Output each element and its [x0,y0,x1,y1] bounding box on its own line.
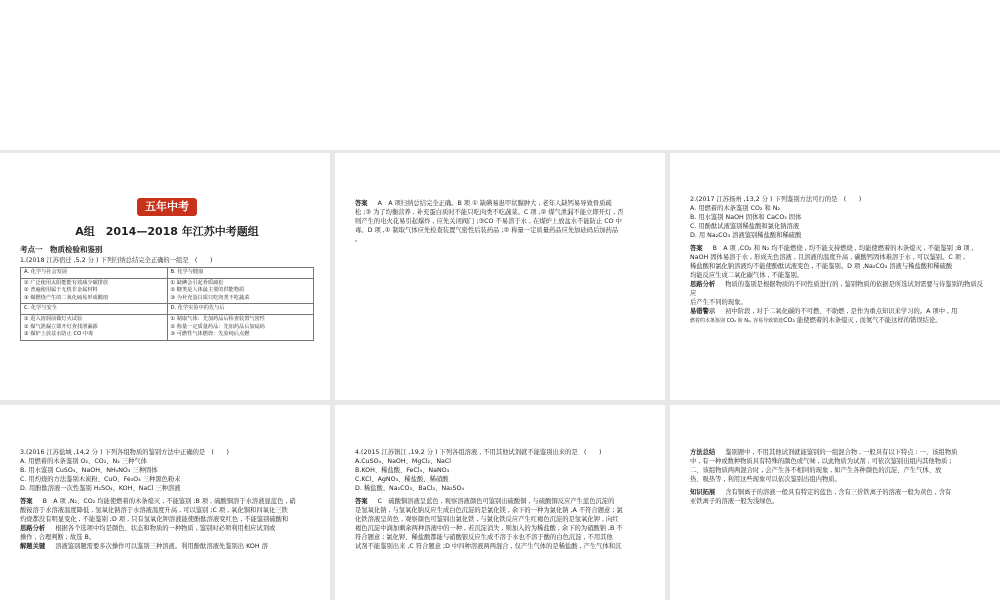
analysis-line: 后产生不同的现象。 [690,299,747,306]
top-blank-area [0,0,1000,150]
idea-line: 操作 , 合理判断 ; 故选 B。 [20,534,96,541]
trap-label: 易错警示 [690,308,716,315]
table-cell: B. 化学与健康 [167,268,314,279]
option-b: B.KOH、稀盐酸、FeCl₃、NaNO₃ [355,467,450,474]
analysis-line: 思路分析 物质的鉴别是根据物质的不同性质进行的 , 鉴别物质的依据是所选试剂需要与待鉴别的物质反应 [690,281,984,297]
five-year-exam-badge: 五年中考 [137,198,197,216]
option-a: A. 用燃着的木条鉴别 O₂、CO₂、N₂ 三种气体 [20,458,147,465]
table-cell: ① 进入溶洞前做灯火试验 ② 煤气泄漏立即开灯查找泄漏源 ③ 煤炉上放盆水防止 CO 中毒 [21,314,168,340]
method-label: 解题关键 [20,543,46,550]
answer-line: 化铁溶液呈黄色 , 观察颜色可鉴别出氯化铁 , 与氯化铁反应产生红褐色沉淀的是氢氧化钾 , 向红 [355,516,619,523]
page-thumbnail-6[interactable] [670,405,1000,600]
idea-label: 思路分析 [20,525,46,532]
option-c: C.KCl、AgNO₃、稀盐酸、稀硝酸 [355,476,449,483]
trap-line: 燃着的木条鉴别 CO₂ 和 N₂, 容易导致错选CO₂ 能使燃着的木条熄灭 , 而氮气不能这样的错误结论。 [690,317,942,324]
answer-line: 答案 C 硫酸铜溶液呈蓝色 , 观察溶液颜色可鉴别出硫酸铜 , 与硫酸铜反应产生蓝色沉淀的 [355,498,615,505]
answer-line: 答案 B A 项 ,CO₂ 和 N₂ 均不能燃烧 , 均不能支持燃烧 , 均能使燃着的木条熄灭 , 不能鉴别 ;B 项 , [690,245,974,252]
answer-line: 均能反应生成二氧化碳气体 , 不能鉴别。 [690,272,804,279]
question-3: 3.(2016 江苏盐城 ,14,2 分 ) 下列各组物质的鉴别方法中正确的是 ( ) [20,449,230,456]
answer-line: 褐色沉淀中滴加剩余两种溶液中的一种 , 若沉淀消失 , 则加入的为稀盐酸 , 余下的为硝酸钠 ,B 不 [355,525,623,532]
method-line: 解题关键 溶液鉴别题需要多次操作可以鉴别三种溶液。利用酚酞溶液先鉴别出 KOH 溶 [20,543,268,550]
analysis-label: 思路分析 [690,281,716,288]
answer-line: NaOH 固体易溶于水 , 形成无色溶液 , 且溶液的温度升高 , 碳酸钙固体难溶于水 , 可以鉴别。C 项 , [690,254,966,261]
page-thumbnail-4[interactable] [0,405,330,600]
answer-line: 稀盐酸和氯化钠溶液均不能使酚酞试液变色 , 不能鉴别。D 项 ,Na₂CO₃ 溶液与稀盐酸和稀硫酸 [690,263,953,270]
answer-line: 松 ;③ 为了均衡营养 , 补充蛋白质时不能只吃肉类不吃蔬菜。C 项 ,② 煤气泄漏不能立即开灯 , 否 [355,209,624,216]
answer-line: 灼烧都没有明显变化 , 不能鉴别 ;D 项 , 只有氢氧化钾溶液能使酚酞溶液变红色 , 不能鉴别硫酸和 [20,516,289,523]
summary-label: 方法总结 [690,449,716,456]
extension-label: 知识拓展 [690,489,716,496]
answer-line: 酸铵溶于水溶液温度降低 , 氢氧化钠溶于水溶液温度升高 , 可以鉴别 ;C 项 , 氧化铜和四氧化三铁 [20,507,288,514]
summary-line: 中 , 有一种或数种物质具有特殊的颜色或气味 , 以此物质为试剂 , 可依次鉴别出组内其他物质 ; [690,458,952,465]
option-d: D. 用 Na₂CO₃ 溶液鉴别稀盐酸和稀硫酸 [690,232,802,239]
extension-line: 知识拓展 含有铜离子的溶液一般具有特定的蓝色 , 含有三价铁离子的溶液一般为黄色 , 含有 [690,489,952,496]
page-thumbnail-3[interactable] [670,153,1000,400]
answer-line: 符合题意 ; 氯化钾、稀盐酸都能与硝酸银反应生成不溶于水也不溶于酸的白色沉淀 , 不用其他 [355,534,613,541]
table-cell: ① 缺碘会引起骨质疏松 ② 糖类是人体最主要的供能物质 ③ 为补充蛋白质只吃肉类不吃蔬菜 [167,278,314,304]
page-thumbnail-1[interactable] [0,153,330,400]
trap-line: 易错警示 初中阶段 , 对于二氧化碳的不可燃、不助燃 , 是作为重点知识来学习的。A 项中 , 用 [690,308,958,315]
table-cell: D. 化学实验中的先与后 [167,304,314,315]
option-c: C. 用灼烧的方法鉴别木炭粉、CuO、Fe₃O₄ 三种黑色粉末 [20,476,181,483]
answer-label: 答案 [355,498,368,505]
answer-label: 答案 [355,200,368,207]
answer-line: 则产生的电火花易引起爆炸 , 应先关闭阀门 ;③CO 不易溶于水 , 在煤炉上放盆水不能防止 CO 中 [355,218,622,225]
options-table [20,267,314,341]
answer-label: 答案 [20,498,33,505]
question-1: 1.(2018 江苏宿迁 ,5,2 分 ) 下列归纳总结完全正确的一组是 ( ) [20,257,213,264]
section-title: 考点一 物质检验和鉴别 [20,245,103,254]
summary-line: 热、吸热等 , 利用这些现象可以依次鉴别出组内物质。 [690,476,841,483]
summary-line: 方法总结 鉴别题中 , 不用其他试剂就能鉴别的一组混合物 , 一般具有以下特点 : 一、该组物质 [690,449,958,456]
answer-label: 答案 [690,245,703,252]
answer-line: 答案 B A 项 ,N₂、CO₂ 均能使燃着的木条熄灭 , 不能鉴别 ;B 项 , 硫酸铜溶于水溶液显蓝色 , 硝 [20,498,296,505]
answer-line: 答案 A A 项归纳总结完全正确。B 项 ① 缺碘易患甲状腺肿大 , 老年人缺钙易导致骨质疏 [355,200,612,207]
table-cell: C. 化学与安全 [21,304,168,315]
question-2: 2.(2017 江苏扬州 ,13,2 分 ) 下列鉴别方法可行的是 ( ) [690,196,862,203]
option-a: A. 用燃着的木条鉴别 CO₂ 和 N₂ [690,205,780,212]
option-d: D. 稀盐酸、Na₂CO₃、BaCl₂、Na₂SO₄ [355,485,465,492]
summary-line: 二、该组物质两两混合时 , 会产生各不相同的现象 , 如产生各种颜色的沉淀、产生气体、放 [690,467,942,474]
extension-line: 亚铁离子的溶液一般为浅绿色。 [690,498,779,505]
option-b: B. 用水鉴别 CuSO₄、NaOH、NH₄NO₃ 三种固体 [20,467,158,474]
answer-line: 。 [355,236,362,243]
option-d: D. 用酚酞溶液一次性鉴别 H₂SO₄、KOH、NaCl 三种溶液 [20,485,181,492]
option-c: C. 用酚酞试液鉴别稀盐酸和氯化钠溶液 [690,223,800,230]
option-b: B. 用水鉴别 NaOH 固体和 CaCO₃ 固体 [690,214,802,221]
answer-line: 毒。D 项 ,① 制取气体应先检查装置气密性后装药品 ;② 称量一定质量药品应先加砝码后加药品 [355,227,619,234]
page-thumbnail-2[interactable] [335,153,665,400]
table-cell: ① 制取气体：先加药品后检查装置气密性 ② 称量一定质量药品：先加药品后加砝码 ③ 可燃性气体燃烧：先验纯后点燃 [167,314,314,340]
page-thumbnail-5[interactable] [335,405,665,600]
option-a: A.CuSO₄、NaOH、MgCl₂、NaCl [355,458,452,465]
table-cell: A. 化学与社会发展 [21,268,168,279]
question-4: 4.(2015 江苏镇江 ,19,2 分 ) 下列各组溶液 , 不用其他试剂就不能鉴别出来的是 ( ) [355,449,602,456]
answer-line: 试剂不能鉴别出来 ,C 符合题意 ;D 中四种溶液两两混合 , 仅产生气体的是稀盐酸 , 产生气体和沉 [355,543,622,550]
group-title: A组 2014—2018 年江苏中考题组 [75,225,259,238]
idea-line: 思路分析 根据各个选项中均是颜色、状态和物质的一种物质 , 鉴别时必须利用相应试剂或 [20,525,276,532]
answer-line: 是氢氧化钠 , 与氢氧化钠反应生成白色沉淀的是氯化镁 , 余下的一种为氯化钠 ,A 不符合题意 ; 氯 [355,507,623,514]
table-cell: ① 广泛使用太阳能能有效减少碳排放 ② 普遍使用属于无机非金属材料 ③ 煤燃烧产生的二氧化硫易形成酸雨 [21,278,168,304]
